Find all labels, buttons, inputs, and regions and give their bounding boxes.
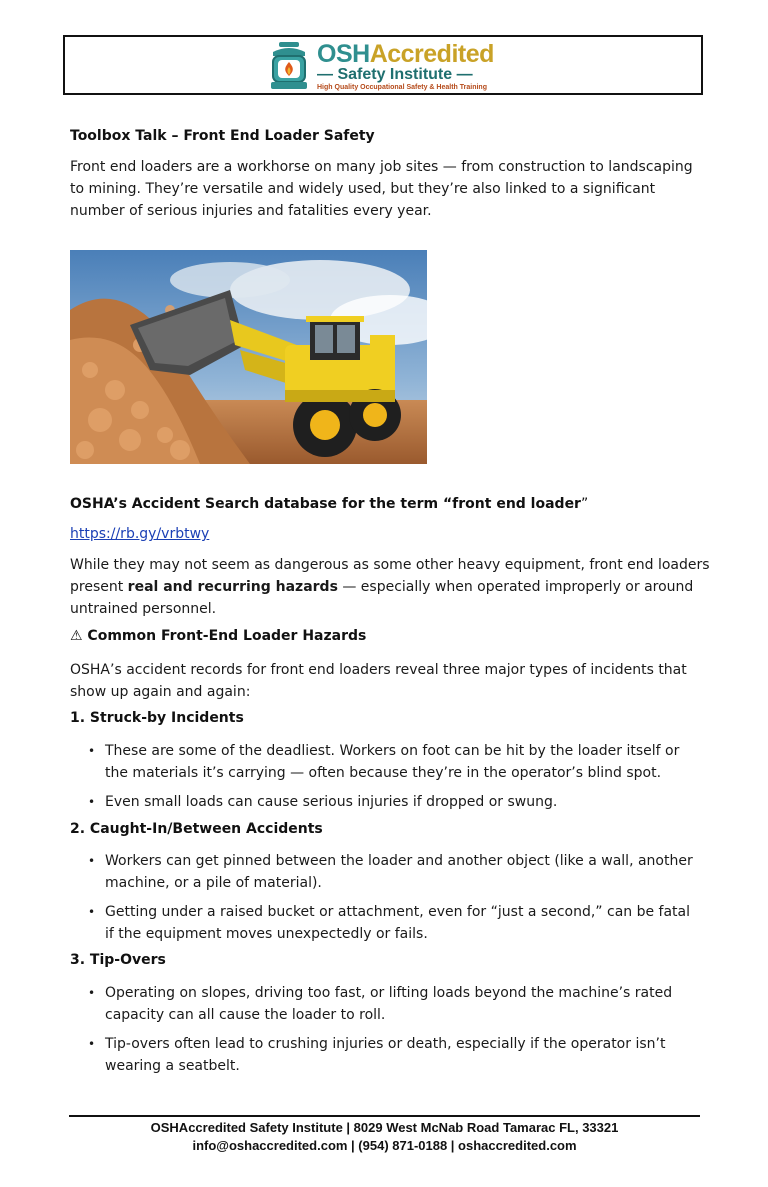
hazards-heading: ⚠ Common Front-End Loader Hazards — [70, 628, 367, 644]
hazards-intro-paragraph: OSHA’s accident records for front end loaders reveal three major types of incidents that show up again and again: — [70, 662, 687, 700]
bullet-icon: • — [88, 986, 96, 1000]
hazards-overview-paragraph: While they may not seem as dangerous as some other heavy equipment, front end loaders present real and recurring hazards — especially when operated improperly or around untrained personnel. — [70, 557, 710, 617]
lantern-icon — [265, 40, 313, 92]
bullet-icon: • — [88, 1037, 96, 1051]
bullet-icon: • — [88, 905, 96, 919]
section-heading-tip-overs: 3. Tip-Overs — [70, 952, 166, 968]
intro-paragraph: Front end loaders are a workhorse on many job sites — from construction to landscaping to mining. They’re versatile and widely used, but they’re also linked to a significant number of serious injuries and fatalities every year. — [70, 159, 693, 219]
page-title: Toolbox Talk – Front End Loader Safety — [70, 128, 375, 144]
section-heading-struck-by: 1. Struck-by Incidents — [70, 710, 244, 726]
company-logo — [265, 40, 525, 92]
footer-address: OSHAccredited Safety Institute | 8029 West McNab Road Tamarac FL, 33321 — [150, 1120, 619, 1135]
bullet-icon: • — [88, 854, 96, 868]
section-heading-caught-in: 2. Caught-In/Between Accidents — [70, 821, 323, 837]
logo-tagline: High Quality Occupational Safety & Health Training — [317, 84, 487, 91]
document-page: OSHAccredited — Safety Institute — High Quality Occupational Safety & Health Training Toolbox Talk – Front End Loader Safety Front end loaders are a workhorse on many job sites — from construction to landscaping to mining. They’re versatile and widely used, but they’re also linked to a significant number of serious injuries and fatalities every year. OSHA’s Accident Search database for the term “front end loader” https://rb.gy/vrbtwy While they may not seem as dangerous as some other heavy equipment, front end loaders present real and recurring hazards — especially when operated improperly or around untrained personnel. ⚠ Common Front-End Loader Hazards OSHA’s accident records for front end loaders reveal three major types of incidents that show up again and again: 1. Struck-by Incidents • These are some of the deadliest. Workers on foot can be hit by the loader itself or the materials it’s carrying — often because they’re in the operator’s blind spot. • Even small loads can cause serious injuries if dropped or swung. 2. Caught-In/Between Accidents • Workers can get pinned between the loader and another object (like a wall, another machine, or a pile of material). • Getting under a raised bucket or attachment, even for “just a second,” can be fatal if the equipment moves unexpectedly or fails. 3. Tip-Overs • Operating on slopes, driving too fast, or lifting loads beyond the machine’s rated capacity can all cause the loader to roll. • Tip-overs often lead to crushing injuries or death, especially if the operator isn’t wearing a seatbelt. OSHAccredited Safety Institute | 8029 West McNab Road Tamarac FL, 33321 info@oshaccredited.com | (954) 871-0188 | oshaccredited.com — [0, 0, 768, 1187]
footer-divider — [69, 1115, 700, 1117]
search-heading: OSHA’s Accident Search database for the term “front end loader” — [70, 496, 589, 512]
footer-contact: info@oshaccredited.com | (954) 871-0188 | oshaccredited.com — [192, 1138, 577, 1153]
logo-title: OSHAccredited — [317, 40, 494, 68]
bullet-icon: • — [88, 795, 96, 809]
header-banner — [63, 35, 703, 95]
logo-subtitle: — Safety Institute — — [317, 66, 473, 83]
front-end-loader-photo — [70, 250, 427, 464]
osha-search-link[interactable]: https://rb.gy/vrbtwy — [70, 526, 210, 542]
bullet-icon: • — [88, 744, 96, 758]
